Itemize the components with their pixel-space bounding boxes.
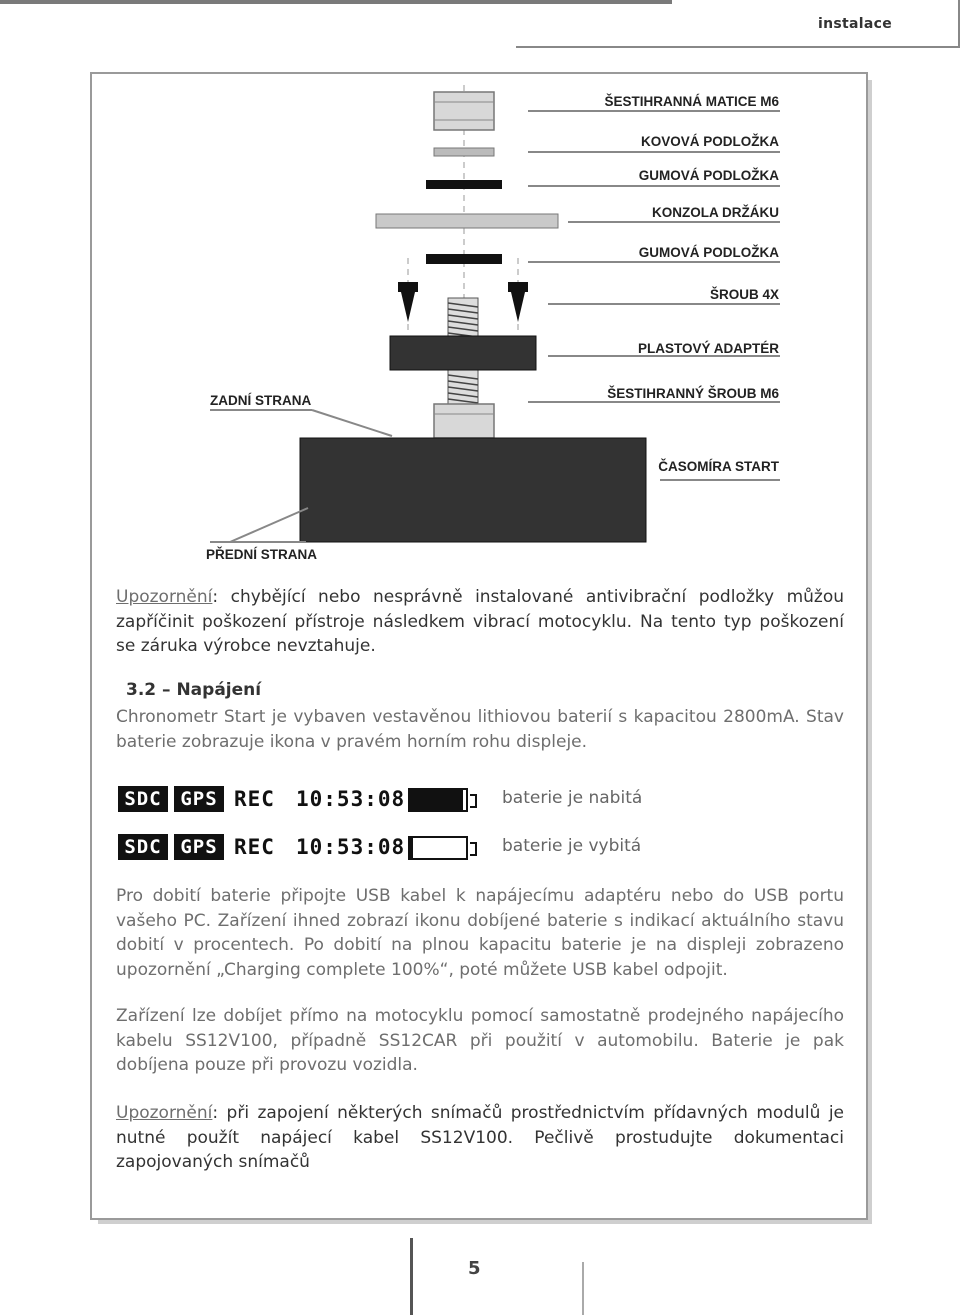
status-row-charged <box>116 786 876 816</box>
footer-rule-left <box>410 1238 413 1315</box>
battery-label: baterie je nabitá <box>502 788 643 808</box>
battery-fill <box>410 790 463 810</box>
screw-right <box>508 282 528 322</box>
battery-fill <box>410 838 413 858</box>
warning-text: : chybějící nebo nesprávně instalované antivibrační podložky můžou zapříčinit poškození přístroje následkem vibrací motocyklu. Na tento typ poškození se záruka výrobce nevztahuje. <box>116 587 844 656</box>
rec-indicator: REC <box>234 787 275 811</box>
sdc-indicator: SDC <box>118 786 168 812</box>
battery-icon <box>408 788 468 812</box>
warning-paragraph-2 <box>116 1101 844 1175</box>
metal-washer-part <box>434 148 494 156</box>
mounting-diagram <box>0 0 960 580</box>
battery-tip <box>470 842 477 856</box>
battery-label: baterie je vybitá <box>502 836 642 856</box>
charging-paragraph: Pro dobití baterie připojte USB kabel k napájecímu adaptéru nebo do USB portu vašeho PC. Zařízení ihned zobrazí ikonu dobíjené baterie s indikací aktuálního stavu dobití v procentech. Po dobití na plnou kapacitu baterie je na displeji zobrazeno upozornění „Charging complete 100%“, poté můžete USB kabel odpojit. <box>116 886 844 980</box>
adapter-part <box>390 336 536 370</box>
label-rubber-washer: GUMOVÁ PODLOŽKA <box>638 168 779 183</box>
label-front: PŘEDNÍ STRANA <box>206 547 318 562</box>
label-adapter: PLASTOVÝ ADAPTÉR <box>637 341 779 356</box>
section-heading: 3.2 – Napájení <box>126 680 262 700</box>
status-row-discharged <box>116 834 876 864</box>
warning-paragraph <box>116 585 844 659</box>
frame-shadow <box>98 1220 872 1224</box>
warning-text: : při zapojení některých snímačů prostřednictvím přídavných modulů je nutné použít napájecí kabel SS12V100. Pečlivě prostudujte dokumentaci zapojovaných snímačů <box>116 1103 844 1172</box>
rubber-washer-part-2 <box>426 254 502 264</box>
screw-left <box>398 282 418 322</box>
label-timer: ČASOMÍRA START <box>658 459 779 474</box>
warning-label: Upozornění <box>116 1103 213 1123</box>
label-nut: ŠESTIHRANNÁ MATICE M6 <box>604 94 779 109</box>
label-metal-washer: KOVOVÁ PODLOŽKA <box>640 134 779 149</box>
time-display: 10:53:08 <box>296 835 406 859</box>
label-hex-bolt: ŠESTIHRANNÝ ŠROUB M6 <box>607 386 779 401</box>
label-rubber-washer-2: GUMOVÁ PODLOŽKA <box>638 245 779 260</box>
timer-body <box>300 438 646 542</box>
hex-bolt-head <box>434 404 494 438</box>
bracket-part <box>376 214 558 228</box>
label-screw: ŠROUB 4X <box>709 287 779 302</box>
warning-label: Upozornění <box>116 587 213 607</box>
footer-rule-right <box>582 1262 584 1315</box>
label-bracket: KONZOLA DRŽÁKU <box>652 205 779 220</box>
page-number: 5 <box>468 1258 481 1279</box>
rec-indicator: REC <box>234 835 275 859</box>
battery-tip <box>470 794 477 808</box>
motorcycle-paragraph: Zařízení lze dobíjet přímo na motocyklu pomocí samostatně prodejného napájecího kabelu SS12V100, případně SS12CAR při použití v automobilu. Baterie je pak dobíjena pouze při provozu vozidla. <box>116 1006 844 1075</box>
rubber-washer-part <box>426 180 502 189</box>
section-tag: instalace <box>818 16 892 32</box>
battery-icon <box>408 836 468 860</box>
gps-indicator: GPS <box>174 786 224 812</box>
nut-part <box>434 92 494 130</box>
sdc-indicator: SDC <box>118 834 168 860</box>
time-display: 10:53:08 <box>296 787 406 811</box>
section-intro: Chronometr Start je vybaven vestavěnou lithiovou baterií s kapacitou 2800mA. Stav baterie zobrazuje ikona v pravém horním rohu displeje. <box>116 707 844 752</box>
gps-indicator: GPS <box>174 834 224 860</box>
label-back: ZADNÍ STRANA <box>210 393 312 408</box>
